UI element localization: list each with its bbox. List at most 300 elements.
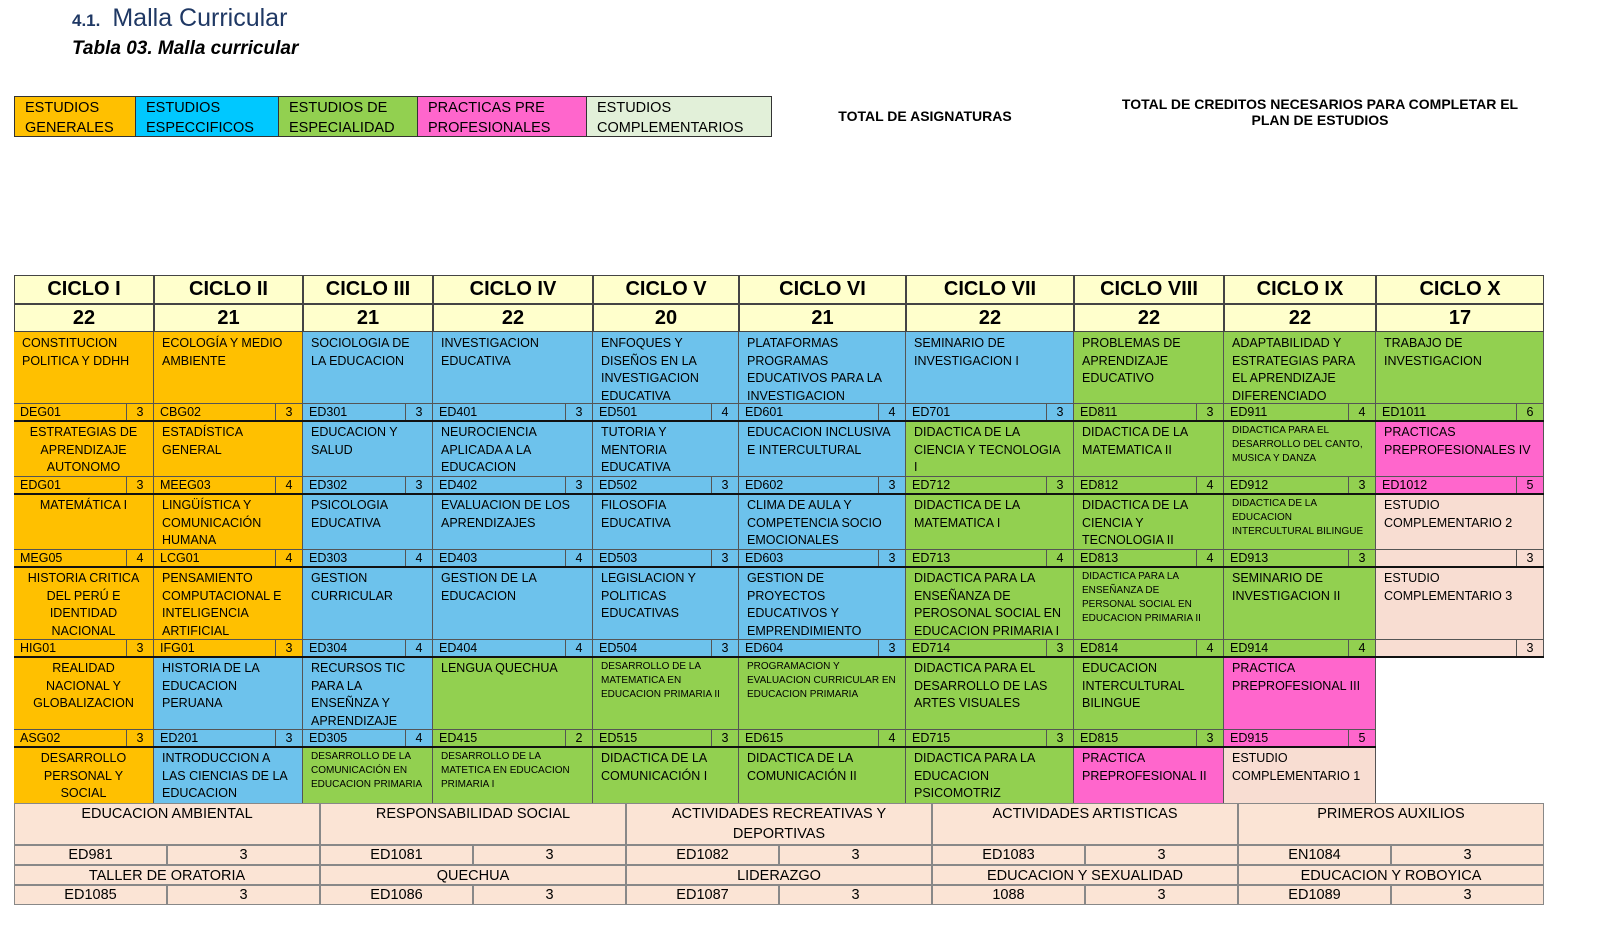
course-name: CONSTITUCION POLITICA Y DDHH [22,336,130,368]
course-cell [1074,332,1224,421]
course-code-row [14,403,153,421]
row-separator [14,746,1376,748]
course-code-row [154,403,302,421]
course-code: ED914 [1224,640,1349,657]
course-code-row [1074,403,1223,421]
course-code: ED415 [433,730,566,747]
course-cell [739,494,906,567]
course-cell [739,657,906,747]
course-credits: 3 [136,731,144,745]
course-name: CLIMA DE AULA Y COMPETENCIA SOCIO EMOCIONALES [747,498,882,547]
course-code: ED812 [1074,477,1197,494]
course-name: DIDACTICA PARA LA ENSEÑANZA DE PERSONAL SOCIAL EN EDUCACION PRIMARIA II [1082,571,1201,624]
course-credits: 3 [721,731,729,745]
course-credits: 5 [1358,731,1366,745]
course-cell [1376,567,1544,657]
course-credits: 6 [1526,405,1534,419]
course-name: DIDACTICA DE LA MATEMATICA II [1082,425,1188,457]
legend-estudios-generales: ESTUDIOS GENERALES [15,97,136,136]
course-credits: 4 [1206,551,1214,565]
cycle-header: CICLO VI [739,275,906,304]
course-name: INTRODUCCION A LAS CIENCIAS DE LA EDUCACION [162,751,288,800]
course-cell [433,421,593,494]
elective-code: ED981 [14,845,167,865]
section-number: 4.1. [72,11,101,30]
course-credits: 4 [1056,551,1064,565]
course-cell [433,494,593,567]
course-credits: 4 [888,731,896,745]
course-cell [14,747,154,805]
course-code: IFG01 [154,640,276,657]
elective-credits: 3 [1391,845,1544,865]
course-credits: 4 [1358,641,1366,655]
course-code: ED404 [433,640,566,657]
elective-name: QUECHUA [320,865,626,885]
course-credits: 3 [136,478,144,492]
course-code: ED403 [433,550,566,567]
cycle-credits: 21 [303,304,433,332]
course-credits: 3 [1056,405,1064,419]
course-credits: 3 [1056,641,1064,655]
cycle-header: CICLO VII [906,275,1074,304]
course-code-row [739,403,905,421]
course-cell [1074,747,1224,805]
course-cell [1224,747,1376,805]
course-code-row [303,729,432,747]
course-credits: 3 [721,641,729,655]
course-code-row [1376,476,1543,494]
course-name: ENFOQUES Y DISEÑOS EN LA INVESTIGACION EDUCATIVA [601,336,699,403]
course-code: ED601 [739,404,879,421]
course-code-row [1376,549,1543,567]
course-code-row [906,403,1073,421]
course-cell [154,494,303,567]
course-code-row [906,639,1073,657]
course-code: ED302 [303,477,406,494]
course-credits: 4 [415,551,423,565]
course-cell [1074,657,1224,747]
course-credits: 3 [1206,405,1214,419]
course-credits: 2 [575,731,583,745]
course-name: LEGISLACION Y POLITICAS EDUCATIVAS [601,571,696,620]
course-name: PLATAFORMAS PROGRAMAS EDUCATIVOS PARA LA INVESTIGACION [747,336,882,403]
course-name: INVESTIGACION EDUCATIVA [441,336,539,368]
course-code-row [154,729,302,747]
course-name: EVALUACION DE LOS APRENDIZAJES [441,498,570,530]
course-code: ED501 [593,404,712,421]
course-code-row [739,549,905,567]
course-code-row [14,729,153,747]
course-name: MATEMÁTICA I [39,498,128,512]
course-code: ED402 [433,477,566,494]
elective-code: ED1089 [1238,885,1391,905]
course-name: EDUCACION Y SALUD [311,425,398,457]
elective-credits: 3 [473,845,626,865]
course-name: LINGÜÍSTICA Y COMUNICACIÓN HUMANA [162,498,262,547]
course-code: MEEG03 [154,477,276,494]
course-code: ED615 [739,730,879,747]
cycle-credits: 22 [14,304,154,332]
cycle-header: CICLO VIII [1074,275,1224,304]
course-code-row [739,476,905,494]
course-name: SOCIOLOGIA DE LA EDUCACION [311,336,410,368]
course-name: SEMINARIO DE INVESTIGACION I [914,336,1019,368]
cycle-credits: 22 [906,304,1074,332]
row-separator [14,493,1544,495]
course-credits: 3 [575,405,583,419]
course-cell [154,567,303,657]
elective-code: ED1087 [626,885,779,905]
course-name: DIDACTICA DE LA CIENCIA Y TECNOLOGIA II [1082,498,1188,547]
course-cell [303,567,433,657]
elective-courses-table [14,803,1544,907]
course-credits: 3 [1358,551,1366,565]
course-cell [906,332,1074,421]
course-code: ED915 [1224,730,1349,747]
elective-code: 1088 [932,885,1085,905]
course-code-row [303,549,432,567]
elective-credits: 3 [167,885,320,905]
course-cell [906,747,1074,805]
cycle-credits: 22 [1074,304,1224,332]
course-name: DESARROLLO DE LA COMUNICACIÓN EN EDUCACION PRIMARIA [311,751,423,790]
cycle-credits: 21 [154,304,303,332]
elective-name: EDUCACION Y SEXUALIDAD [932,865,1238,885]
course-code: ED911 [1224,404,1349,421]
course-credits: 3 [888,641,896,655]
section-heading [72,4,287,33]
course-code-row [906,549,1073,567]
course-code-row [303,403,432,421]
course-credits: 4 [575,551,583,565]
course-cell [593,494,739,567]
course-credits: 3 [1358,478,1366,492]
course-cell [433,567,593,657]
course-code-row [906,476,1073,494]
course-code-row [906,729,1073,747]
course-credits: 3 [415,405,423,419]
course-name: DIDACTICA PARA LA ENSEÑANZA DE PEROSONAL SOCIAL EN EDUCACION PRIMARIA I [914,571,1062,638]
course-credits: 3 [285,405,293,419]
course-cell [1376,494,1544,567]
elective-name: ACTIVIDADES ARTISTICAS [932,803,1238,845]
course-credits: 3 [136,405,144,419]
elective-name: RESPONSABILIDAD SOCIAL [320,803,626,845]
elective-credits: 3 [779,885,932,905]
course-credits: 3 [136,641,144,655]
course-code: ED401 [433,404,566,421]
course-code: LCG01 [154,550,276,567]
course-cell [14,494,154,567]
course-cell [1376,421,1544,494]
legend-estudios-especialidad: ESTUDIOS DE ESPECIALIDAD [279,97,418,136]
course-name: PROBLEMAS DE APRENDIZAJE EDUCATIVO [1082,336,1181,385]
elective-credits: 3 [1085,845,1238,865]
course-name: DIDACTICA DE LA COMUNICACIÓN II [747,751,857,783]
course-code: ED201 [154,730,276,747]
course-name: ESTRATEGIAS DE APRENDIZAJE AUTONOMO [29,425,138,474]
elective-credits: 3 [1085,885,1238,905]
course-cell [433,332,593,421]
course-cell [14,421,154,494]
elective-name: ACTIVIDADES RECREATIVAS Y DEPORTIVAS [626,803,932,845]
course-name: DIDACTICA PARA EL DESARROLLO DEL CANTO, MUSICA Y DANZA [1232,425,1363,464]
row-separator [14,566,1544,568]
color-legend [14,96,772,137]
cycle-credits: 22 [433,304,593,332]
course-code: ED602 [739,477,879,494]
elective-name: PRIMEROS AUXILIOS [1238,803,1544,845]
course-code-row [739,729,905,747]
cycle-header: CICLO X [1376,275,1544,304]
legend-estudios-especificos: ESTUDIOS ESPECCIFICOS [136,97,279,136]
course-credits: 5 [1526,478,1534,492]
course-code-row [14,476,153,494]
row-separator [14,656,1544,658]
course-code: CBG02 [154,404,276,421]
course-code-row [14,639,153,657]
course-name: ESTADÍSTICA GENERAL [162,425,243,457]
course-cell [593,747,739,805]
course-cell [303,494,433,567]
course-code-row [433,729,592,747]
course-code: EDG01 [14,477,127,494]
course-cell [1224,657,1376,747]
course-name: DIDACTICA DE LA COMUNICACIÓN I [601,751,708,783]
cycle-header: CICLO I [14,275,154,304]
section-title: Malla Curricular [112,4,288,32]
course-code: ED604 [739,640,879,657]
course-credits: 3 [721,551,729,565]
course-code: ED813 [1074,550,1197,567]
course-code-row [1224,639,1375,657]
elective-credits: 3 [779,845,932,865]
course-cell [593,657,739,747]
cycle-credits: 21 [739,304,906,332]
course-name: DESARROLLO DE LA MATETICA EN EDUCACION PRIMARIA I [441,751,570,790]
course-code-row [433,639,592,657]
course-cell [906,567,1074,657]
course-code: ED713 [906,550,1047,567]
elective-code: ED1081 [320,845,473,865]
course-name: ESTUDIO COMPLEMENTARIO 3 [1376,567,1543,608]
course-code-row [1224,549,1375,567]
course-cell [1224,421,1376,494]
course-name: PROGRAMACION Y EVALUACION CURRICULAR EN EDUCACION PRIMARIA [747,661,896,700]
course-cell [1224,567,1376,657]
course-code-row [593,549,738,567]
course-cell [1074,494,1224,567]
course-name: DIDACTICA PARA EL DESARROLLO DE LAS ARTES VISUALES [914,661,1048,710]
course-code: DEG01 [14,404,127,421]
course-name: PENSAMIENTO COMPUTACIONAL E INTELIGENCIA ARTIFICIAL [162,571,282,638]
course-code: HIG01 [14,640,127,657]
course-credits: 4 [1358,405,1366,419]
course-name: DIDACTICA PARA LA EDUCACION PSICOMOTRIZ [914,751,1035,800]
course-cell [303,657,433,747]
total-creditos-label: TOTAL DE CREDITOS NECESARIOS PARA COMPLETAR EL PLAN DE ESTUDIOS [1121,96,1519,128]
cycle-credits: 17 [1376,304,1544,332]
course-code-row [1074,476,1223,494]
course-code [1376,550,1517,567]
course-code: ED815 [1074,730,1197,747]
course-name: DIDACTICA DE LA EDUCACION INTERCULTURAL BILINGUE [1232,498,1364,537]
course-credits: 4 [1206,478,1214,492]
elective-code: ED1083 [932,845,1085,865]
course-code: ED515 [593,730,712,747]
course-code: ED701 [906,404,1047,421]
course-name: ESTUDIO COMPLEMENTARIO 1 [1232,751,1361,783]
course-cell [739,332,906,421]
course-code-row [433,549,592,567]
cycle-header: CICLO II [154,275,303,304]
course-code-row [1224,729,1375,747]
course-credits: 3 [1526,551,1534,565]
course-cell [1224,332,1376,421]
course-code-row [593,476,738,494]
legend-estudios-complementarios: ESTUDIOS COMPLEMENTARIOS [587,97,771,136]
course-name: SEMINARIO DE INVESTIGACION II [1232,571,1341,603]
course-code: ED502 [593,477,712,494]
elective-code: ED1085 [14,885,167,905]
course-credits: 3 [1056,478,1064,492]
legend-practicas: PRACTICAS PRE PROFESIONALES [418,97,587,136]
course-name: DESARROLLO PERSONAL Y SOCIAL [40,751,127,800]
course-code [1376,640,1517,657]
elective-name: EDUCACION AMBIENTAL [14,803,320,845]
elective-code: ED1082 [626,845,779,865]
cycle-credits: 20 [593,304,739,332]
course-cell [433,657,593,747]
course-credits: 3 [1056,731,1064,745]
cycle-header: CICLO V [593,275,739,304]
course-code-row [154,639,302,657]
course-credits: 4 [721,405,729,419]
course-name: PSICOLOGIA EDUCATIVA [311,498,388,530]
course-credits: 4 [285,551,293,565]
course-name: REALIDAD NACIONAL Y GLOBALIZACION [33,661,134,710]
course-code-row [433,476,592,494]
elective-credits: 3 [1391,885,1544,905]
course-code: ASG02 [14,730,127,747]
course-name: DIDACTICA DE LA MATEMATICA I [914,498,1020,530]
course-code-row [1074,729,1223,747]
course-code-row [593,403,738,421]
course-cell [593,567,739,657]
course-code: ED712 [906,477,1047,494]
course-cell [739,567,906,657]
course-credits: 3 [415,478,423,492]
course-name: EDUCACION INTERCULTURAL BILINGUE [1082,661,1185,710]
course-name: TRABAJO DE INVESTIGACION [1384,336,1482,368]
course-cell [154,747,303,805]
course-code: ED603 [739,550,879,567]
table-caption: Tabla 03. Malla curricular [72,38,299,59]
course-cell [906,494,1074,567]
course-name: NEUROCIENCIA APLICADA A LA EDUCACION [441,425,537,474]
elective-credits: 3 [167,845,320,865]
course-cell [14,567,154,657]
course-code: ED714 [906,640,1047,657]
course-cell [154,657,303,747]
course-cell [303,332,433,421]
course-name: FILOSOFIA EDUCATIVA [601,498,671,530]
course-name: PRACTICA PREPROFESIONAL III [1232,661,1361,693]
course-name: GESTION DE PROYECTOS EDUCATIVOS Y EMPRENDIMIENTO [747,571,862,638]
cycle-header: CICLO III [303,275,433,304]
course-credits: 4 [136,551,144,565]
course-credits: 3 [285,641,293,655]
course-cell [593,332,739,421]
course-cell [1224,494,1376,567]
course-code-row [154,476,302,494]
course-cell [739,747,906,805]
total-asignaturas-label: TOTAL DE ASIGNATURAS [838,108,1012,124]
course-credits: 4 [415,641,423,655]
course-code: ED715 [906,730,1047,747]
course-credits: 3 [888,551,896,565]
course-code: ED503 [593,550,712,567]
course-code-row [593,639,738,657]
course-code-row [433,403,592,421]
elective-name: EDUCACION Y ROBOYICA [1238,865,1544,885]
course-name: HISTORIA CRITICA DEL PERÚ E IDENTIDAD NACIONAL [27,571,140,638]
course-cell [154,421,303,494]
course-name: ADAPTABILIDAD Y ESTRATEGIAS PARA EL APRENDIZAJE DIFERENCIADO [1232,336,1355,403]
cycle-credits: 22 [1224,304,1376,332]
elective-name: LIDERAZGO [626,865,932,885]
course-name: HISTORIA DE LA EDUCACION PERUANA [162,661,260,710]
course-cell [739,421,906,494]
course-name: DIDACTICA DE LA CIENCIA Y TECNOLOGIA I [914,425,1060,474]
course-code: ED305 [303,730,406,747]
course-name: RECURSOS TIC PARA LA ENSEÑNZA Y APRENDIZAJE [311,661,406,728]
course-code: ED814 [1074,640,1197,657]
cycle-header: CICLO IX [1224,275,1376,304]
course-code: ED1011 [1376,404,1517,421]
course-code: ED504 [593,640,712,657]
course-credits: 3 [888,478,896,492]
course-credits: 4 [888,405,896,419]
course-name: DESARROLLO DE LA MATEMATICA EN EDUCACION PRIMARIA II [601,661,720,700]
course-cell [14,657,154,747]
course-credits: 4 [415,731,423,745]
course-code: ED811 [1074,404,1197,421]
elective-name: TALLER DE ORATORIA [14,865,320,885]
course-code-row [739,639,905,657]
course-cell [14,332,154,421]
course-code: ED912 [1224,477,1349,494]
course-name: PRACTICA PREPROFESIONAL II [1082,751,1207,783]
course-code: ED303 [303,550,406,567]
course-code-row [1376,639,1543,657]
course-code-row [154,549,302,567]
course-cell [1074,421,1224,494]
course-cell [906,657,1074,747]
course-code: ED1012 [1376,477,1517,494]
course-code: ED913 [1224,550,1349,567]
course-credits: 3 [1206,731,1214,745]
course-code-row [1224,476,1375,494]
course-code: ED304 [303,640,406,657]
course-cell [303,421,433,494]
course-cell [154,332,303,421]
course-code-row [303,639,432,657]
course-cell [1074,567,1224,657]
curriculum-grid [14,275,1544,805]
course-code-row [1074,549,1223,567]
course-credits: 3 [285,731,293,745]
